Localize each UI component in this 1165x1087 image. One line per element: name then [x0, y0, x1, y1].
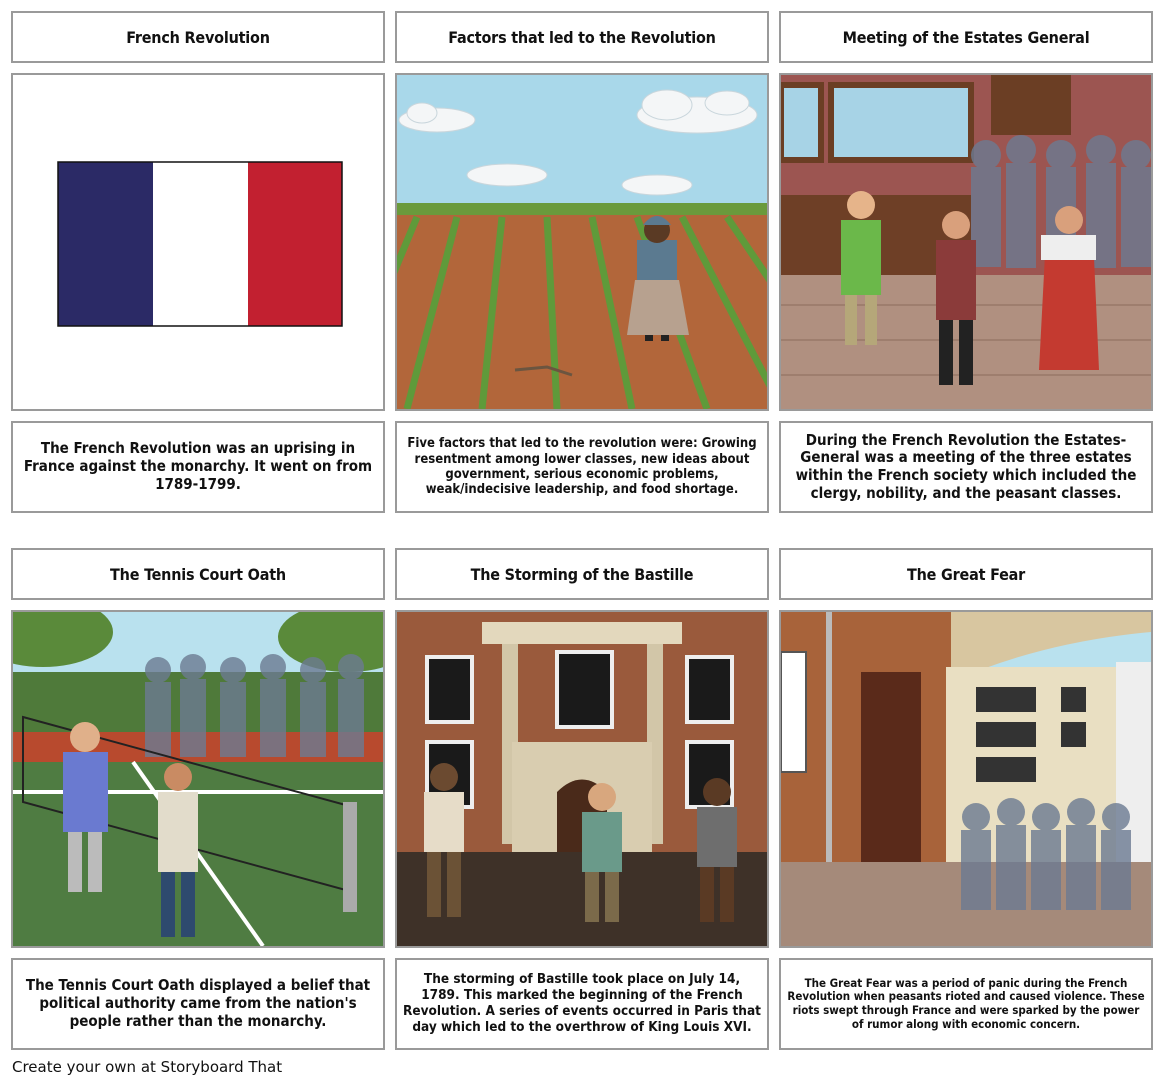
cell-title-text: The Tennis Court Oath [110, 564, 286, 584]
cell-desc-6 [779, 958, 1153, 1050]
cell-title-text: Factors that led to the Revolution [448, 27, 716, 47]
cell-desc-text: During the French Revolution the Estates-General was a meeting of the three estates within the French society which included the clergy, nobility, and the peasant classes. [795, 430, 1137, 502]
cell-title-3 [779, 11, 1153, 63]
cell-title-5 [395, 548, 769, 600]
tennis-court-image [13, 612, 383, 946]
scene-bastille [395, 610, 769, 948]
cell-desc-1 [11, 421, 385, 513]
cell-desc-text: The storming of Bastille took place on July 14, 1789. This marked the beginning of the French Revolution. A series of events occurred in Paris that day which led to the overthrow of King Louis XVI. [403, 971, 761, 1035]
scene-farm-field [395, 73, 769, 411]
flag-blue-stripe [58, 162, 153, 326]
cell-title-text: The Great Fear [906, 564, 1026, 584]
scene-french-flag [11, 73, 385, 411]
town-square-image [781, 612, 1151, 946]
french-flag-image [13, 75, 383, 409]
cell-title-text: Meeting of the Estates General [842, 27, 1090, 47]
cell-title-1 [11, 11, 385, 63]
cell-title-text: French Revolution [126, 27, 270, 47]
scene-estates-hall [779, 73, 1153, 411]
cell-title-6 [779, 548, 1153, 600]
crowd-silhouettes [961, 798, 1131, 910]
estates-hall-image [781, 75, 1151, 409]
flag-white-stripe [153, 162, 248, 326]
cell-desc-text: Five factors that led to the revolution were: Growing resentment among lower classes, new ideas about government, serious economic problems, weak/indecisive leadership, and food shortage. [407, 436, 757, 498]
cell-desc-text: The French Revolution was an uprising in France against the monarchy. It went on from 1789-1799. [23, 439, 373, 493]
scene-tennis-court [11, 610, 385, 948]
cell-desc-text: The Tennis Court Oath displayed a belief that political authority came from the nation's people rather than the monarchy. [25, 976, 371, 1030]
cell-desc-4 [11, 958, 385, 1050]
flag-red-stripe [248, 162, 342, 326]
scene-town-square [779, 610, 1153, 948]
cell-desc-2 [395, 421, 769, 513]
cell-desc-text: The Great Fear was a period of panic during the French Revolution when peasants rioted and caused violence. These riots swept through France and were sparked by the power of rumor along with economic concern. [787, 975, 1145, 1031]
cell-title-text: The Storming of the Bastille [470, 564, 694, 584]
cell-desc-3 [779, 421, 1153, 513]
storyboard-that-credit[interactable]: Create your own at Storyboard That [12, 1058, 283, 1076]
cell-title-2 [395, 11, 769, 63]
cell-desc-5 [395, 958, 769, 1050]
bastille-image [397, 612, 767, 946]
farm-field-image [397, 75, 767, 409]
cell-title-4 [11, 548, 385, 600]
